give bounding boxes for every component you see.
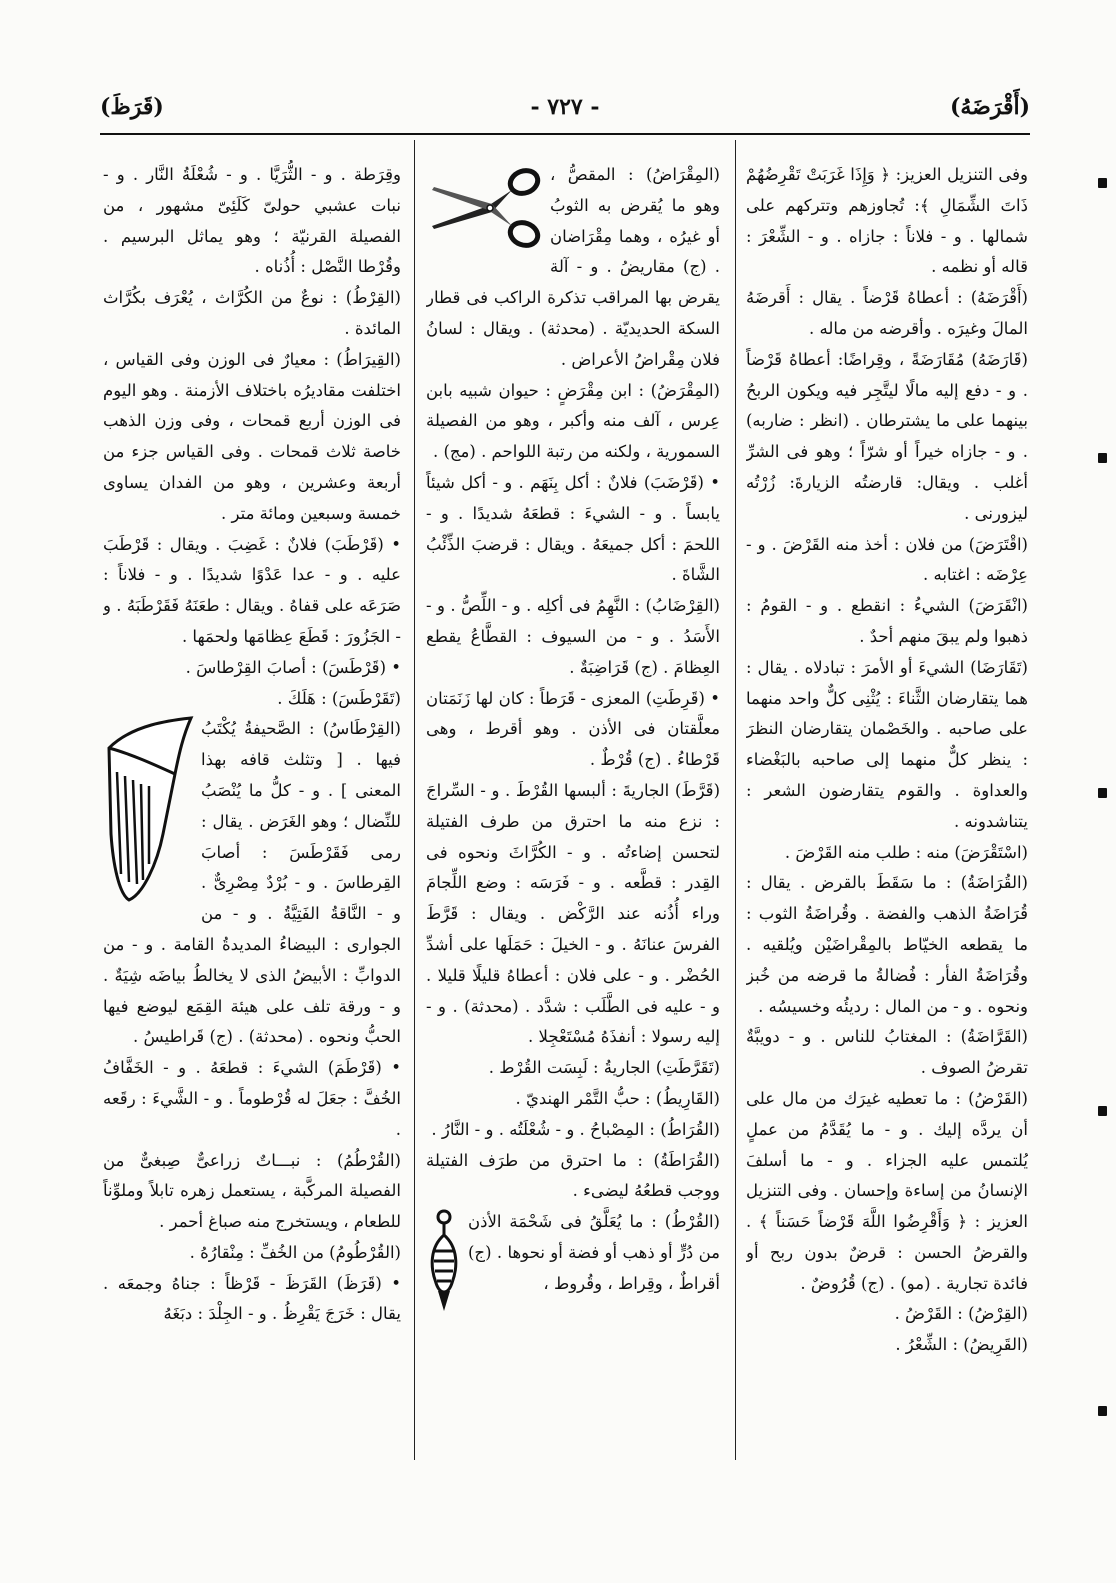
scissors-icon xyxy=(426,160,544,254)
entry: (أَقْرَضَهُ) : أعطاهُ قَرْضاً . يقال : أَقرضَهُ المالَ وغيرَه . وأقرضه من ماله . xyxy=(746,288,1028,338)
margin-mark xyxy=(1098,1106,1107,1116)
margin-mark xyxy=(1098,788,1107,798)
entry: (تَقَارَضَا) الشيءَ أو الأمرَ : تبادلاه . يقال : هما يتقارضان الثَّناءَ : يُثْنِى كلٌّ واحد منهما على صاحبه . والخَصْمان يتقارضان النظرَ : ينظر كلٌّ منهما إلى صاحبه بالبَغْضاء والعداوة . والقوم يتقارضون الشعر : يتناشدونه . xyxy=(746,657,1028,831)
entry: (القَرِيضُ) : الشِّعْرُ . xyxy=(895,1335,1028,1355)
entry: • (قَرْطَبَ) فلانٌ : غَضِبَ . ويقال : قَرْطَبَ عليه . و - عدا عَدْوًا شديدًا . و - فلاناً : صَرَعَه على قفاهُ . ويقال : طعَنَهُ فَقَرْطَبَهُ . و - الجَزُورَ : قَطَعَ عِظامَها ولحمَها . xyxy=(103,534,401,646)
entry: (القُرْطُمُ) : نبـــاتٌ زراعىٌّ صِبغىٌّ من الفصيلة المركَّبة ، يستعمل زهره تابلاً وملوِّناً للطعام ، ويستخرج منه صباغ أحمر . xyxy=(103,1150,401,1232)
entry: (القِرْضُ) : القَرْضُ . xyxy=(894,1304,1028,1324)
column-separator xyxy=(414,140,415,1460)
earring-icon xyxy=(426,1207,462,1317)
entry: (القُرْطُ) : ما يُعَلَّقُ فى شَحْمَة الأذن من دُرٍّ أو ذهب أو فضة أو نحوها . (ج) أقراطٌ ، وقِراط ، وقُروط ، xyxy=(468,1212,720,1293)
entry: • (قَرْضَبَ) فلانٌ : أكل بِنَهَم . و - أكل شيئاً يابساً . و - الشيءَ : قطعَهُ شديدًا . و - اللحمَ : أكل جميعَهُ . ويقال : قرضبَ الذِّئْبُ الشَّاةَ . xyxy=(426,472,720,585)
entry: • (قَرْطَسَ) : أصابَ القِرْطاسَ . xyxy=(185,657,401,677)
entry: (المِقْرَضُ) : ابن مِقْرَضٍ : حيوان شبيه بابن عِرس ، آلف منه وأكبر ، وهو من الفصيلة السمورية ، ولكنه من رتبة اللواحم . (مج) . xyxy=(426,380,720,462)
page-header xyxy=(100,92,1030,132)
entry: (اقْتَرَضَ) من فلان : أخذ منه القَرْضَ . و - عِرْضَه : اغتابه . xyxy=(746,534,1028,585)
entry: (تَقَرَّطَتِ) الجاريةُ : لَبِسَت القُرْط . xyxy=(488,1058,720,1078)
column-separator xyxy=(735,140,736,1460)
right-guide-word: (أَقْرَضَهُ) xyxy=(949,94,1030,120)
entry: • (قَرَظَ) القَرَظَ - قَرْظاً : جناهُ وجمعَه . يقال : خَرَجَ يَقْرِظُ . و - الجِلْدَ : دبَغَهُ xyxy=(103,1273,401,1324)
entry: (القَرَّاضَةُ) : المغتابُ للناس . و - دويبَّةٌ تقرضُ الصوف . xyxy=(746,1027,1028,1078)
entry: (القُرَاضَةُ) : ما سَقَطَ بالقرض . يقال : قُرَاضَةُ الذهب والفضة . وقُراضَةُ الثوب : ما يقطعه الخيّاط بالمِقْراضَيْن ويُلقيه . وقُرَاضَةُ الفأر : فُضالةُ ما قرضه من خُبز ونحوه . و - من المال : رديئُه وخسيسُه . xyxy=(746,873,1028,1016)
header-rule xyxy=(100,133,1030,135)
paper-cone-icon xyxy=(103,714,195,904)
left-guide-word: (قَرَظَ) xyxy=(100,94,164,120)
entry: (القِرْطُ) : نوعٌ من الكُرَّاث ، يُعْرَف بكُرَّاث المائدة . xyxy=(103,288,401,338)
margin-mark xyxy=(1098,453,1107,463)
entry: (القِرْضَابُ) : النَّهِمُ فى أكلِه . و - اللِّصُّ . و - الأَسَدُ . و - من السيوف : القطَّاعُ يقطع العِظامَ . (ج) قَرَاضِبَةٌ . xyxy=(426,596,720,677)
column-middle xyxy=(426,160,720,1460)
entry: (انْقَرَضَ) الشيءُ : انقطع . و - القومُ : ذهبوا ولم يبقَ منهم أحدٌ . xyxy=(746,596,1028,646)
page-number: - ٧٢٧ - xyxy=(530,94,600,120)
column-left xyxy=(103,160,401,1460)
margin-mark xyxy=(1098,178,1107,188)
entry: (القُرْطُومُ) من الخُفِّ : مِنْقارُهُ . xyxy=(189,1242,401,1262)
entry: وفى التنزيل العزيز: ﴿ وَإِذَا غَرَبَتْ تَقْرِضُهُمْ ذَاتَ الشِّمَالِ ﴾: تُجاوزهم وتتركهم على شمالها . و - فلاناً : جازاه . و - الشِّعْرَ : قاله أو نظمه . xyxy=(746,165,1028,277)
entry: (القُرَاطُ) : المِصْباحُ . و - شُعْلَتُه . و - النَّارُ . xyxy=(431,1119,720,1139)
entry: (قَارَضَهُ) مُقَارَضَةً ، وقِراضًا: أعطاهُ قَرْضاً . و - دفع إليه مالًا ليتَّجِر فيه ويكون الربحُ بينهما على ما يشترطان . (انظر : ضاربه) . و - جازاه خيراً أو شرّاً ؛ وهو فى الشرِّ أغلب . ويقال: قارضتُه الزيارةَ: زُرْتُه ليزورنى . xyxy=(746,349,1028,523)
entry: • (قَرْطَمَ) الشيءَ : قطعَهُ . و - الخَفَّافُ الخُفَّ : جعَلَ له قُرْطوماً . و - الشَّيءَ : رقَعه . xyxy=(103,1058,401,1139)
entry: (قَرَّطَ) الجاريةَ : ألبسها القُرْطَ . و - السِّراجَ : نزع منه ما احترق من طرف الفتيلة لتحسن إضاءتُه . و - الكُرَّاثَ ونحوه فى القِدر : قطَّعه . و - فَرَسَه : وضع اللِّجامَ وراء أُذُنه عند الرَّكْض . ويقال : قَرَّطَ الفرسَ عنانَهُ . و - الخيلَ : حَمَلَها على أشدِّ الحُضْر . و - على فلان : أعطاهُ قليلًا قليلا . و - عليه فى الطَّلَب : شدَّد . (محدثة) . و - إليه رسولا : أنفذَهُ مُسْتَعْجِلا . xyxy=(426,780,720,1047)
entry: (القِيرَاطُ) : معيارٌ فى الوزن وفى القياس ، اختلفت مقاديرُه باختلاف الأزمنة . وهو اليوم فى الوزن أربع قمحات ، وفى وزن الذهب خاصة ثلاث قمحات . وفى القياس جزء من أربعة وعشرين ، وهو من الفدان يساوى خمسة وسبعين ومائة متر . xyxy=(103,349,401,523)
entry: (القِرْطَاسُ) : الصَّحيفةُ يُكْتَبُ فيها . [ وتثلث قافه بهذا المعنى ] . و - كلُّ ما يُنْصَبُ للنِّضال ؛ وهو الغَرَض . يقال : رمى فَقَرْطَسَ : أصابَ القِرطاسَ . و - بُرْدٌ مِصْرِىٌّ . و - النَّاقةُ الفَتِيَّةُ . و - من الجوارى : البيضاءُ المديدةُ القامة . و - من الدوابِّ : الأبيضُ الذى لا يخالطُ بياضَه شِيَةٌ . و - ورقة تلف على هيئة القِمَع ليوضع فيها الحبُّ ونحوه . (محدثة) . (ج) قَراطيسُ . xyxy=(103,719,401,1047)
entry: (القَرْضُ) : ما تعطيه غيرَك من مال على أن يردَّه إليك . و - ما يُقَدَّمُ من عملٍ يُلتمس عليه الجزاء . و - ما أسلفَ الإنسانُ من إساءة وإحسان . وفى التنزيل العزيز : ﴿ وَأَقْرِضُوا اللَّهَ قَرْضاً حَسَناً ﴾ . والقرضُ الحسن : قرضٌ بدون ربح أو فائدة تجارية . (مو) . (ج) قُرُوضٌ . xyxy=(746,1088,1028,1293)
column-right xyxy=(746,160,1028,1460)
entry: (تَقَرْطَسَ) : هَلَكَ . xyxy=(277,688,401,708)
entry: • (قَرِطَتِ) المعزى - قَرَطاً : كان لها زَنَمَتان معلَّقتان فى الأذن . وهو أقرط ، وهى قَرْطاءُ . (ج) قُرْطٌ . xyxy=(426,688,720,770)
margin-mark xyxy=(1098,1406,1107,1416)
entry: وقِرَطة . و - الثُّرَيَّا . و - شُعْلَةُ النَّار . و - نبات عشبي حولىّ كَلَئِىّ مشهور ، من الفصيلة القرنيّة ؛ وهو يماثل البرسيم . وقُرْطا النَّصْل : أُذُناه . xyxy=(103,165,401,277)
entry: (المِقْرَاضُ) : المقصُّ ، وهو ما يُقرض به الثوبُ أو غيرُه ، وهما مِقْرَاضان . (ج) مقاريضُ . و - آلة يقرض بها المراقب تذكرة الراكب فى قطار السكة الحديديّة . (محدثة) . ويقال : لسانُ فلان مِقْراضُ الأعراض . xyxy=(426,165,720,369)
entry: (اسْتَقْرَضَ) منه : طلب منه القَرْضَ . xyxy=(784,842,1028,862)
entry: (القُرَاطَةُ) : ما احترق من طرَف الفتيلة ووجب قطعُهُ ليضىء . xyxy=(426,1150,720,1201)
entry: (القَارِيطُ) : حبُّ التَّمْر الهنديّ . xyxy=(515,1088,720,1108)
